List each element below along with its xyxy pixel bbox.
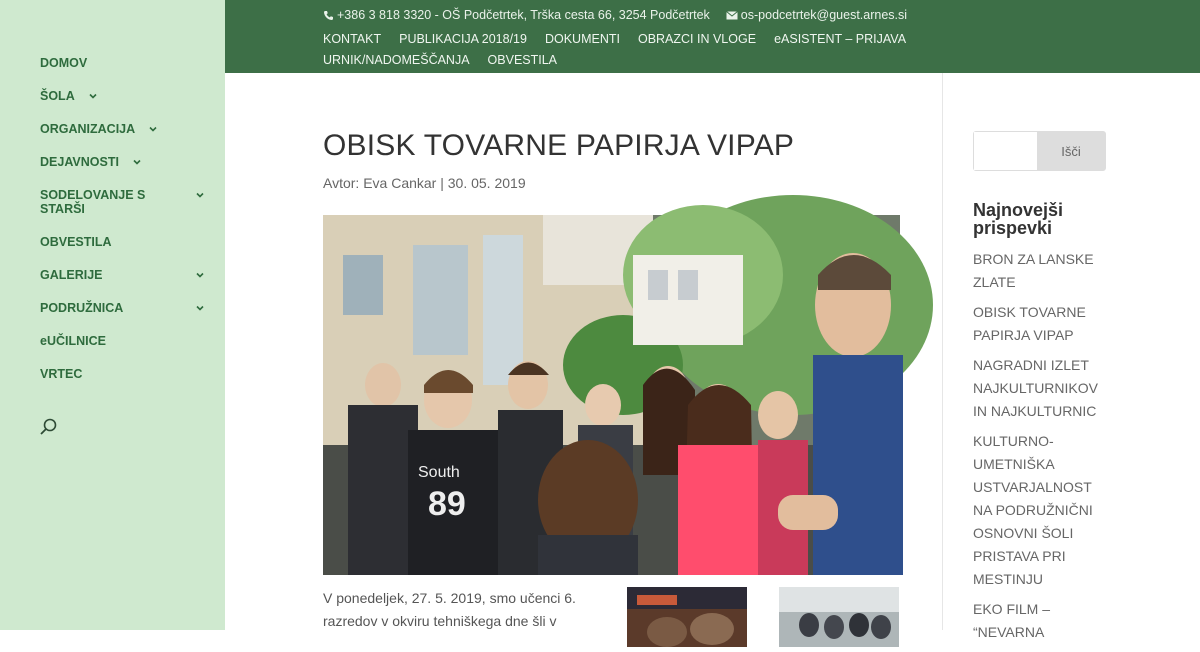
sidebar-item-label: VRTEC [40, 367, 83, 381]
column-divider [942, 73, 943, 630]
svg-text:South: South [418, 464, 460, 481]
svg-text:89: 89 [428, 485, 466, 523]
topnav-obrazci[interactable]: OBRAZCI IN VLOGE [637, 32, 757, 46]
top-header [225, 0, 1200, 73]
chevron-down-icon [149, 125, 157, 133]
sidebar-item-sola[interactable] [40, 89, 103, 103]
sidebar-item-label: GALERIJE [40, 268, 103, 282]
topnav-easistent[interactable]: eASISTENT – PRIJAVA [774, 32, 907, 46]
sidebar-item-domov[interactable] [40, 56, 115, 70]
sidebar-item-sodelovanje[interactable] [40, 188, 210, 216]
sidebar-item-obvestila[interactable] [40, 235, 140, 249]
sidebar-item-label: PODRUŽNICA [40, 301, 124, 315]
mail-icon [726, 11, 738, 20]
recent-posts-title: Najnovejši prispevki [973, 200, 1064, 238]
featured-image[interactable] [323, 215, 900, 575]
sidebar-item-dejavnosti[interactable] [40, 155, 147, 169]
page-title: OBISK TOVARNE PAPIRJA VIPAP [323, 129, 795, 162]
recent-post-link[interactable]: OBISK TOVARNE PAPIRJA VIPAP [973, 304, 1086, 343]
contact-info [323, 8, 907, 22]
left-sidebar [0, 0, 225, 630]
top-nav [323, 29, 1083, 71]
search-button[interactable]: Išči [1037, 132, 1105, 170]
post-meta: Avtor: Eva Cankar | 30. 05. 2019 [323, 175, 526, 191]
search-input[interactable] [974, 132, 1037, 170]
recent-posts-list [973, 248, 1113, 651]
sidebar-item-label: DEJAVNOSTI [40, 155, 119, 169]
chevron-down-icon [89, 92, 97, 100]
phone-address-text: +386 3 818 3320 - OŠ Podčetrtek, Trška cesta 66, 3254 Podčetrtek [337, 8, 710, 22]
topnav-dokumenti[interactable]: DOKUMENTI [544, 32, 620, 46]
recent-post-link[interactable]: EKO FILM – “NEVARNA [973, 601, 1051, 640]
sidebar-item-label: ORGANIZACIJA [40, 122, 136, 136]
sidebar-item-eucilnice[interactable] [40, 334, 134, 348]
sidebar-item-podruznica[interactable] [40, 301, 210, 315]
topnav-urnik[interactable]: URNIK/NADOMEŠČANJA [323, 53, 470, 67]
main-content [225, 73, 1200, 640]
sidebar-item-label: SODELOVANJE S STARŠI [40, 188, 146, 216]
sidebar-item-vrtec[interactable] [40, 367, 110, 381]
gallery-thumbnail[interactable] [627, 587, 747, 647]
sidebar-item-organizacija[interactable] [40, 122, 163, 136]
recent-post-link[interactable]: KULTURNO-UMETNIŠKA USTVARJALNOST NA PODRUŽNIČNI OSNOVNI ŠOLI PRISTAVA PRI MESTINJU [973, 433, 1093, 587]
recent-post-link[interactable]: BRON ZA LANSKE ZLATE [973, 251, 1094, 290]
phone-icon [323, 10, 334, 21]
topnav-publikacija[interactable]: PUBLIKACIJA 2018/19 [399, 32, 527, 46]
topnav-kontakt[interactable]: KONTAKT [323, 32, 382, 46]
chevron-down-icon [196, 191, 204, 199]
topnav-obvestila[interactable]: OBVESTILA [487, 53, 558, 67]
sidebar-item-label: ŠOLA [40, 89, 75, 103]
widget-search [973, 131, 1106, 171]
chevron-down-icon [196, 304, 204, 312]
chevron-down-icon [196, 271, 204, 279]
sidebar-item-label: DOMOV [40, 56, 88, 70]
sidebar-item-label: OBVESTILA [40, 235, 112, 249]
search-icon[interactable] [39, 417, 59, 437]
recent-post-link[interactable]: NAGRADNI IZLET NAJKULTURNIKOV IN NAJKULTURNIC [973, 357, 1098, 419]
sidebar-item-galerije[interactable] [40, 268, 210, 282]
post-excerpt: V ponedeljek, 27. 5. 2019, smo učenci 6. razredov v okviru tehniškega dne šli v [323, 590, 576, 629]
gallery-thumbnail[interactable] [779, 587, 899, 647]
chevron-down-icon [133, 158, 141, 166]
sidebar-item-label: eUČILNICE [40, 334, 106, 348]
email-link[interactable]: os-podcetrtek@guest.arnes.si [740, 8, 908, 22]
